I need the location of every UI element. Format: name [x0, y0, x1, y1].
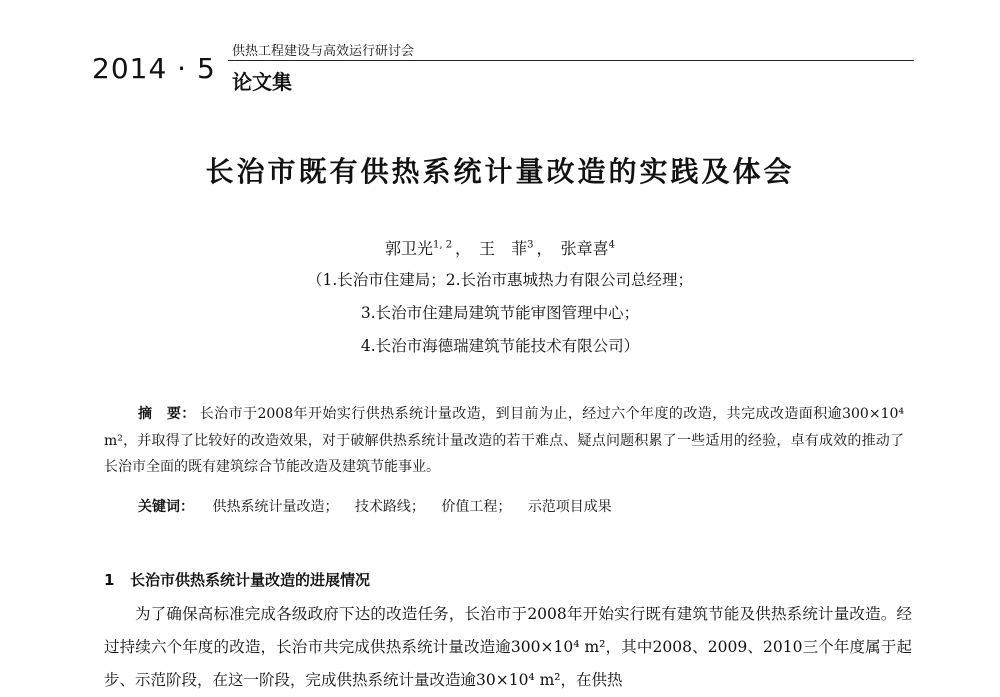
author-affiliation-mark: 3	[527, 239, 534, 251]
header-conference-name: 供热工程建设与高效运行研讨会	[232, 44, 415, 59]
affiliation-line: 3.长治市住建局建筑节能审图管理中心；	[360, 304, 640, 322]
keyword: 示范项目成果	[527, 499, 612, 515]
affiliation-line: （1.长治市住建局；2.长治市惠城热力有限公司总经理；	[306, 271, 694, 289]
section-number: 1	[104, 571, 115, 589]
header-year-issue: 2014 · 5	[92, 52, 216, 85]
author-name: 王 菲	[479, 239, 528, 258]
paper-title: 长治市既有供热系统计量改造的实践及体会	[205, 155, 795, 188]
keywords	[138, 496, 624, 516]
keywords-label: 关键词：	[138, 499, 194, 515]
author-name: 郭卫光	[384, 239, 433, 258]
author-affiliation-mark: 1, 2	[432, 239, 453, 251]
section-heading	[104, 569, 370, 590]
keyword: 价值工程；	[441, 499, 512, 515]
keyword: 技术路线；	[354, 499, 425, 515]
author-list: 郭卫光$^{1, 2}$ ， 王 菲$^3$ ， 张章喜$^4$	[384, 239, 616, 258]
affiliation-line: 4.长治市海德瑞建筑节能技术有限公司）	[360, 337, 640, 355]
header-subtitle: 论文集	[232, 70, 292, 94]
section-title: 长治市供热系统计量改造的进展情况	[130, 571, 371, 589]
header-rule	[228, 60, 914, 61]
author-affiliation-mark: 4	[608, 239, 616, 251]
section-body-text: 为了确保高标准完成各级政府下达的改造任务，长治市于2008年开始实行既有建筑节能及供热系统计量改造。经过持续六个年度的改造，长治市共完成供热系统计量改造逾300×10⁴ m²，其中2008、2009、2010三个年度属于起步、示范阶段，在这一阶段，完成供热系统计量改造逾30×10⁴ m²，在供热	[104, 605, 912, 689]
abstract-label: 摘 要：	[138, 406, 196, 422]
keyword: 供热系统计量改造；	[212, 499, 339, 515]
abstract	[104, 401, 904, 481]
abstract-text: 长治市于2008年开始实行供热系统计量改造，到目前为止，经过六个年度的改造，共完成改造面积逾300×10⁴ m²，并取得了比较好的改造效果，对于破解供热系统计量改造的若干难点、疑点问题积累了一些适用的经验，卓有成效的推动了长治市全面的既有建筑综合节能改造及建筑节能事业。	[104, 406, 904, 475]
author-name: 张章喜	[560, 239, 609, 258]
